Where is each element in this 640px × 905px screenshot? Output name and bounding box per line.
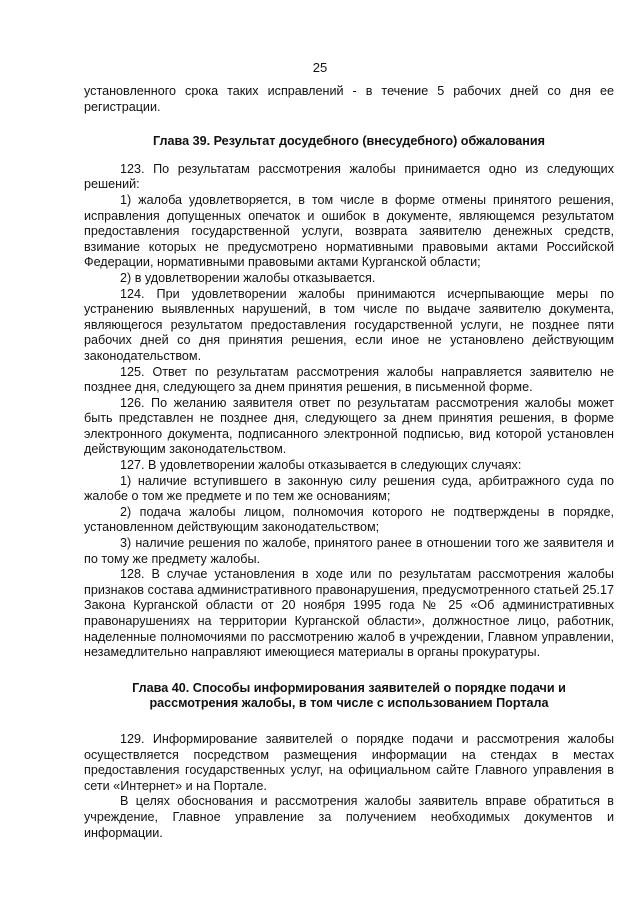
paragraph-127-item-2: 2) подача жалобы лицом, полномочия которого не подтверждены в порядке, установленном действующим законодательством; [84, 504, 614, 535]
paragraph-125: 125. Ответ по результатам рассмотрения жалобы направляется заявителю не позднее дня, следующего за днем принятия решения, в письменной форме. [84, 364, 614, 395]
paragraph-123-item-1: 1) жалоба удовлетворяется, в том числе в форме отмены принятого решения, исправления допущенных опечаток и ошибок в документе, являющемся результатом предоставления государственной услуги, возврата заявителю денежных средств, взимание которых не предусмотрено нормативными правовыми актами Российской Федерации, нормативными правовыми актами Курганской области; [84, 192, 614, 270]
intro-paragraph: установленного срока таких исправлений - в течение 5 рабочих дней со дня ее регистрации. [84, 84, 614, 114]
page-number: 25 [312, 60, 328, 75]
paragraph-123-item-2: 2) в удовлетворении жалобы отказывается. [120, 270, 376, 285]
paragraph-129-continued: В целях обоснования и рассмотрения жалобы заявитель вправе обратиться в учреждение, Главное управление за получением необходимых документов и информации. [84, 794, 614, 840]
paragraph-127-item-3: 3) наличие решения по жалобе, принятого ранее в отношении того же заявителя и по тому же предмету жалобы. [84, 536, 614, 566]
paragraph-127-item-1: 1) наличие вступившего в законную силу решения суда, арбитражного суда по жалобе о том же предмете и по тем же основаниям; [84, 473, 614, 504]
document-body [84, 84, 614, 841]
chapter-39-title: Глава 39. Результат досудебного (внесудебного) обжалования [153, 134, 545, 149]
paragraph-127: 127. В удовлетворении жалобы отказывается в следующих случаях: [120, 458, 522, 473]
paragraph-128: 128. В случае установления в ходе или по результатам рассмотрения жалобы признаков состава административного правонарушения, предусмотренного статьей 25.17 Закона Курганской области от 20 ноября 1995 года № 25 «Об административных правонарушениях на территории Курганской области», должностное лицо, работник, наделенные полномочиями по рассмотрению жалоб в учреждении, Главном управлении, незамедлительно направляют имеющиеся материалы в органы прокуратуры. [84, 567, 614, 660]
paragraph-123: 123. По результатам рассмотрения жалобы принимается одно из следующих решений: [84, 161, 614, 192]
chapter-40-title-line-2: рассмотрения жалобы, в том числе с использованием Портала [149, 696, 549, 711]
paragraph-124: 124. При удовлетворении жалобы принимаются исчерпывающие меры по устранению выявленных нарушений, в том числе по выдаче заявителю документа, являющегося результатом предоставления государственной услуги, не позднее пяти рабочих дней со дня принятия решения, если иное не установлено действующим законодательством. [84, 286, 614, 363]
paragraph-129: 129. Информирование заявителей о порядке подачи и рассмотрения жалобы осуществляется посредством размещения информации на стендах в местах предоставления государственных услуг, на официальном сайте Главного управления в сети «Интернет» и на Портале. [84, 731, 614, 793]
paragraph-126: 126. По желанию заявителя ответ по результатам рассмотрения жалобы может быть представлен не позднее дня, следующего за днем принятия решения, в форме электронного документа, подписанного электронной подписью, вид которой установлен действующим законодательством. [84, 395, 614, 457]
chapter-40-title-line-1: Глава 40. Способы информирования заявителей о порядке подачи и [132, 680, 566, 695]
